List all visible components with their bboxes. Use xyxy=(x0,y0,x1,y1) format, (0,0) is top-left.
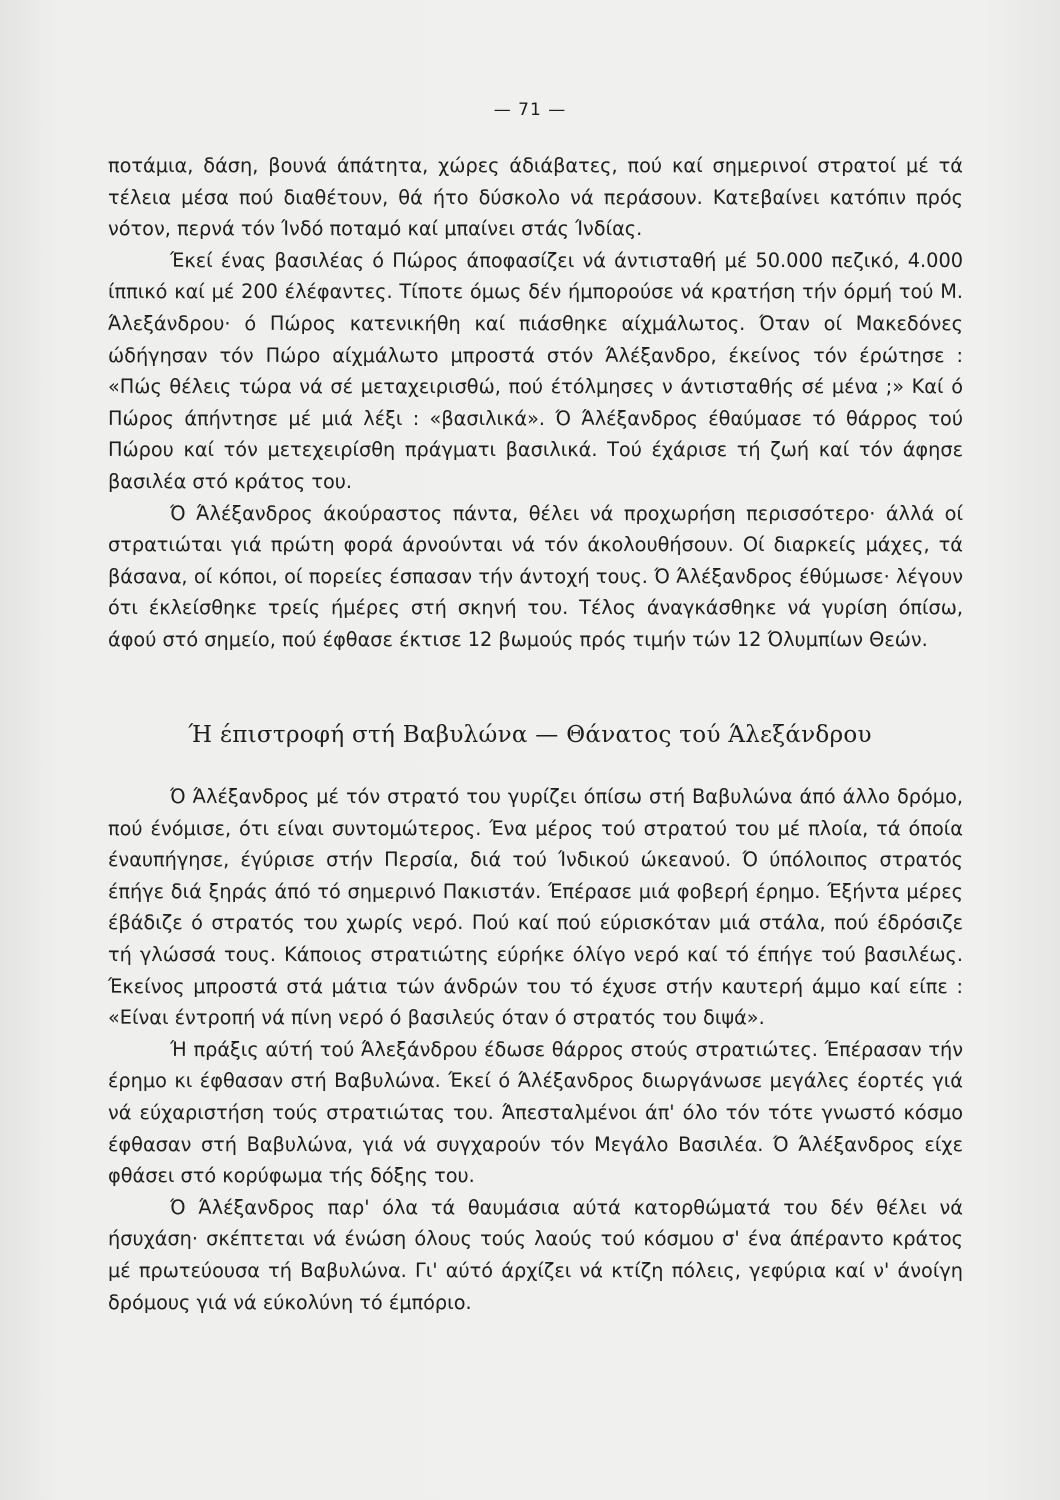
paragraph: ποτάμια, δάση, βουνά άπάτητα, χώρες άδιάβατες, πού καί σημερινοί στρατοί μέ τά τέλεια μέσα πού διαθέτουν, θά ήτο δύσκολο νά περάσουν. Κατεβαίνει κατόπιν πρός νότον, περνά τόν Ίνδό ποταμό καί μπαίνει στάς Ίνδίας. xyxy=(108,154,963,241)
paragraph: Έκεί ένας βασιλέας ό Πώρος άποφασίζει νά άντισταθή μέ 50.000 πεζικό, 4.000 ίππικό καί μέ 200 έλέφαντες. Τίποτε όμως δέν ήμπορούσε νά κρατήση τήν όρμή τού Μ. Άλεξάνδρου· ό Πώρος κατενικήθη καί πιάσθηκε αίχμάλωτος. Όταν οί Μακεδόνες ώδήγησαν τόν Πώρο αίχμάλωτο μπροστά στόν Άλέξανδρο, έκείνος τόν έρώτησε : «Πώς θέλεις τώρα νά σέ μεταχειρισθώ, πού έτόλμησες ν άντισταθής σέ μένα ;» Καί ό Πώρος άπήντησε μέ μιά λέξι : «βασιλικά». Ό Άλέξανδρος έθαύμασε τό θάρρος τού Πώρου καί τόν μετεχειρίσθη πράγματι βασιλικά. Τού έχάρισε τή ζωή καί τόν άφησε βασιλέα στό κράτος του. xyxy=(108,248,963,493)
paragraph: Ό Άλέξανδρος άκούραστος πάντα, θέλει νά προχωρήση περισσότερο· άλλά οί στρατιώται γιά πρώτη φορά άρνούνται νά τόν άκολουθήσουν. Οί διαρκείς μάχες, τά βάσανα, οί κόποι, οί πορείες έσπασαν τήν άντοχή τους. Ό Άλέξανδρος έθύμωσε· λέγουν ότι έκλείσθηκε τρείς ήμέρες στή σκηνή του. Τέλος άναγκάσθηκε νά γυρίση όπίσω, άφού στό σημείο, πού έφθασε έκτισε 12 βωμούς πρός τιμήν τών 12 Όλυμπίων Θεών. xyxy=(108,501,963,651)
page-number: — 71 — xyxy=(493,100,567,120)
text-section-bottom xyxy=(108,781,963,1318)
paragraph: Ή πράξις αύτή τού Άλεξάνδρου έδωσε θάρρος στούς στρατιώτες. Έπέρασαν τήν έρημο κι έφθασαν στή Βαβυλώνα. Έκεί ό Άλέξανδρος διωργάνωσε μεγάλες έορτές γιά νά εύχαριστήση τούς στρατιώτας του. Άπεσταλμένοι άπ' όλο τόν τότε γνωστό κόσμο έφθασαν στή Βαβυλώνα, γιά νά συγχαρούν τόν Μεγάλο Βασιλέα. Ό Άλέξανδρος είχε φθάσει στό κορύφωμα τής δόξης του. xyxy=(108,1037,963,1188)
paragraph: Ό Άλέξανδρος παρ' όλα τά θαυμάσια αύτά κατορθώματά του δέν θέλει νά ήσυχάση· σκέπτεται νά ένώση όλους τούς λαούς τού κόσμου σ' ένα άπέραντο κράτος μέ πρωτεύουσα τή Βαβυλώνα. Γι' αύτό άρχίζει νά κτίζη πόλεις, γεφύρια καί ν' άνοίγη δρόμους γιά νά εύκολύνη τό έμπόριο. xyxy=(108,1195,963,1314)
text-section-top xyxy=(108,150,963,656)
paragraph: Ό Άλέξανδρος μέ τόν στρατό του γυρίζει όπίσω στή Βαβυλώνα άπό άλλο δρόμο, πού ένόμισε, ότι είναι συντομώτερος. Ένα μέρος τού στρατού του μέ πλοία, τά όποία έναυπήγησε, έγύρισε στήν Περσία, διά τού Ίνδικού ώκεανού. Ό ύπόλοιπος στρατός έπήγε διά ξηράς άπό τό σημερινό Πακιστάν. Έπέρασε μιά φοβερή έρημο. Έξήντα μέρες έβάδιζε ό στρατός του χωρίς νερό. Πού καί πού εύρισκόταν μιά στάλα, πού έδρόσιζε τή γλώσσά τους. Κάποιος στρατιώτης εύρήκε όλίγο νερό καί τό έπήγε τού βασιλέως. Έκείνος μπροστά στά μάτια τών άνδρών του τό έχυσε στήν καυτερή άμμο καί είπε : «Είναι έντροπή νά πίνη νερό ό βασιλεύς όταν ό στρατός του διψά». xyxy=(108,785,963,1030)
section-heading: Ή έπιστροφή στή Βαβυλώνα — Θάνατος τού Άλεξάνδρου xyxy=(188,722,872,748)
